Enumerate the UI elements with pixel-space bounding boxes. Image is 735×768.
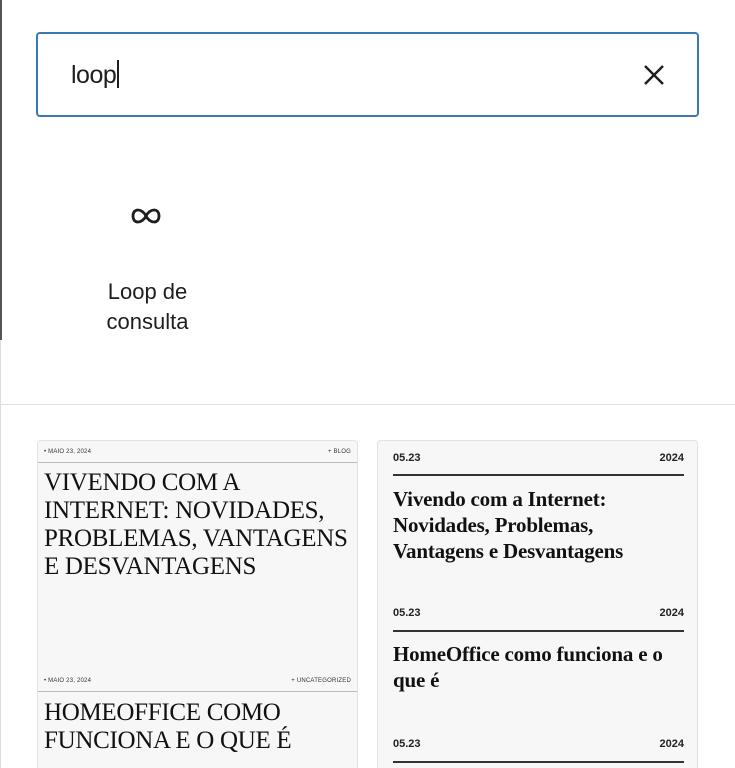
search-input-value: loop [71, 61, 117, 89]
post-date: 05.23 [393, 738, 421, 750]
pattern-preview-date-list[interactable] [377, 440, 698, 768]
post-title: HomeOffice como funciona e o que é [393, 642, 663, 692]
post-meta [393, 738, 684, 758]
block-item-query-loop[interactable] [70, 180, 225, 350]
post-meta [38, 441, 357, 463]
post-title: VIVENDO COM A INTERNET: NOVIDADES, PROBLEMAS, VANTAGENS E DESVANTAGENS [44, 469, 348, 580]
section-divider [0, 404, 735, 405]
post-category: + UNCATEGORIZED [291, 678, 351, 684]
post-date: 05.23 [393, 607, 421, 619]
post-date: • MAIO 23, 2024 [44, 678, 92, 684]
panel-edge [0, 0, 2, 340]
rule [393, 630, 684, 632]
rule [393, 761, 684, 763]
post-date: • MAIO 23, 2024 [44, 449, 92, 455]
close-icon [643, 64, 665, 86]
post-meta [393, 452, 684, 472]
block-item-label: Loop de consulta [106, 279, 189, 334]
post-category: + BLOG [327, 449, 351, 455]
block-search-field[interactable] [36, 32, 699, 117]
search-input[interactable] [71, 60, 119, 90]
post-year: 2024 [659, 607, 684, 619]
post-year: 2024 [659, 452, 684, 464]
rule [393, 474, 684, 476]
loop-icon [128, 202, 164, 230]
post-year: 2024 [659, 738, 684, 750]
pattern-preview-uppercase-list[interactable] [37, 440, 358, 768]
post-date: 05.23 [393, 452, 421, 464]
post-title: Vivendo com a Internet: Novidades, Problemas, Vantagens e Desvantagens [393, 487, 624, 563]
post-meta [393, 607, 684, 627]
text-caret [117, 60, 119, 88]
clear-search-button[interactable] [637, 58, 671, 92]
post-title: HOMEOFFICE COMO FUNCIONA E O QUE É [44, 699, 292, 754]
post-meta [38, 670, 357, 692]
